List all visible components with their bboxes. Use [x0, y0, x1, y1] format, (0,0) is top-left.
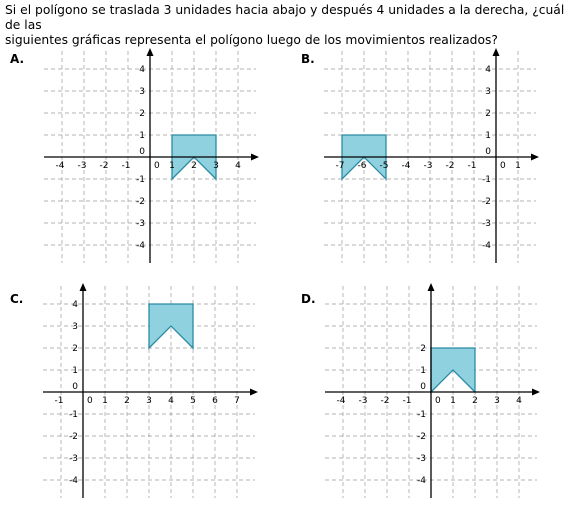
x-tick-label: -1 [121, 161, 131, 171]
y-tick-label: -4 [69, 476, 78, 486]
origin-label: 0 [154, 161, 160, 171]
x-tick-label: 6 [212, 396, 218, 406]
y-tick-label: 3 [485, 87, 491, 97]
x-axis-arrow-icon [532, 389, 540, 396]
y-tick-label: -4 [136, 241, 145, 251]
option-c-label: C. [10, 292, 24, 306]
y-tick-label: 4 [139, 65, 145, 75]
origin-label: 0 [420, 382, 426, 392]
y-tick-label: 2 [420, 344, 426, 354]
y-tick-label: -4 [417, 476, 426, 486]
y-tick-label: -4 [482, 241, 491, 251]
y-tick-label: 3 [139, 87, 145, 97]
option-b-label: B. [301, 52, 315, 66]
y-tick-label: -3 [136, 219, 145, 229]
y-tick-label: -2 [69, 432, 78, 442]
x-tick-label: 3 [213, 161, 219, 171]
y-tick-label: 1 [485, 131, 491, 141]
y-tick-label: 1 [72, 366, 78, 376]
y-tick-label: -3 [482, 219, 491, 229]
x-tick-label: 3 [494, 396, 500, 406]
y-tick-label: -2 [482, 197, 491, 207]
y-axis-arrow-icon [428, 283, 435, 291]
question-line-1: Si el polígono se traslada 3 unidades hacia abajo y después 4 unidades a la derecha, ¿cuál de las [5, 3, 565, 32]
x-tick-label: -6 [357, 161, 367, 171]
x-tick-label: -1 [54, 396, 64, 406]
x-tick-label: 2 [191, 161, 197, 171]
y-tick-label: -1 [417, 410, 426, 420]
x-tick-label: 4 [168, 396, 174, 406]
x-tick-label: -1 [467, 161, 477, 171]
question-line-2: siguientes gráficas representa el polígono luego de los movimientos realizados? [5, 33, 498, 47]
y-tick-label: 1 [139, 131, 145, 141]
x-tick-label: 1 [102, 396, 108, 406]
origin-label: 0 [87, 396, 93, 406]
x-tick-label: -7 [335, 161, 345, 171]
x-tick-label: -1 [402, 396, 412, 406]
y-tick-label: -1 [69, 410, 78, 420]
y-tick-label: -1 [482, 175, 491, 185]
x-tick-label: -4 [55, 161, 65, 171]
origin-label: 0 [72, 382, 78, 392]
x-tick-label: -2 [380, 396, 390, 406]
x-tick-label: 1 [169, 161, 175, 171]
y-tick-label: 1 [420, 366, 426, 376]
x-tick-label: 1 [515, 161, 521, 171]
y-tick-label: 2 [72, 344, 78, 354]
y-tick-label: 4 [485, 65, 491, 75]
x-tick-label: 4 [235, 161, 241, 171]
x-tick-label: -4 [401, 161, 411, 171]
option-a-label: A. [10, 52, 25, 66]
y-tick-label: 3 [72, 322, 78, 332]
option-d-label: D. [301, 292, 316, 306]
x-tick-label: 3 [146, 396, 152, 406]
origin-label: 0 [435, 396, 441, 406]
origin-label: 0 [139, 147, 145, 157]
origin-label: 0 [500, 161, 506, 171]
origin-label: 0 [485, 147, 491, 157]
y-tick-label: 2 [139, 109, 145, 119]
x-tick-label: 2 [472, 396, 478, 406]
x-tick-label: 4 [516, 396, 522, 406]
x-tick-label: 7 [234, 396, 240, 406]
x-tick-label: 5 [190, 396, 196, 406]
y-tick-label: -2 [417, 432, 426, 442]
y-tick-label: -1 [136, 175, 145, 185]
y-tick-label: 2 [485, 109, 491, 119]
x-tick-label: 1 [450, 396, 456, 406]
y-tick-label: -2 [136, 197, 145, 207]
x-tick-label: -4 [336, 396, 346, 406]
x-tick-label: -3 [423, 161, 433, 171]
x-tick-label: -2 [99, 161, 109, 171]
x-tick-label: -5 [379, 161, 389, 171]
y-tick-label: -3 [69, 454, 78, 464]
x-tick-label: -3 [77, 161, 87, 171]
x-tick-label: -3 [358, 396, 368, 406]
x-tick-label: 2 [124, 396, 130, 406]
y-tick-label: 4 [72, 300, 78, 310]
x-tick-label: -2 [445, 161, 455, 171]
y-tick-label: -3 [417, 454, 426, 464]
